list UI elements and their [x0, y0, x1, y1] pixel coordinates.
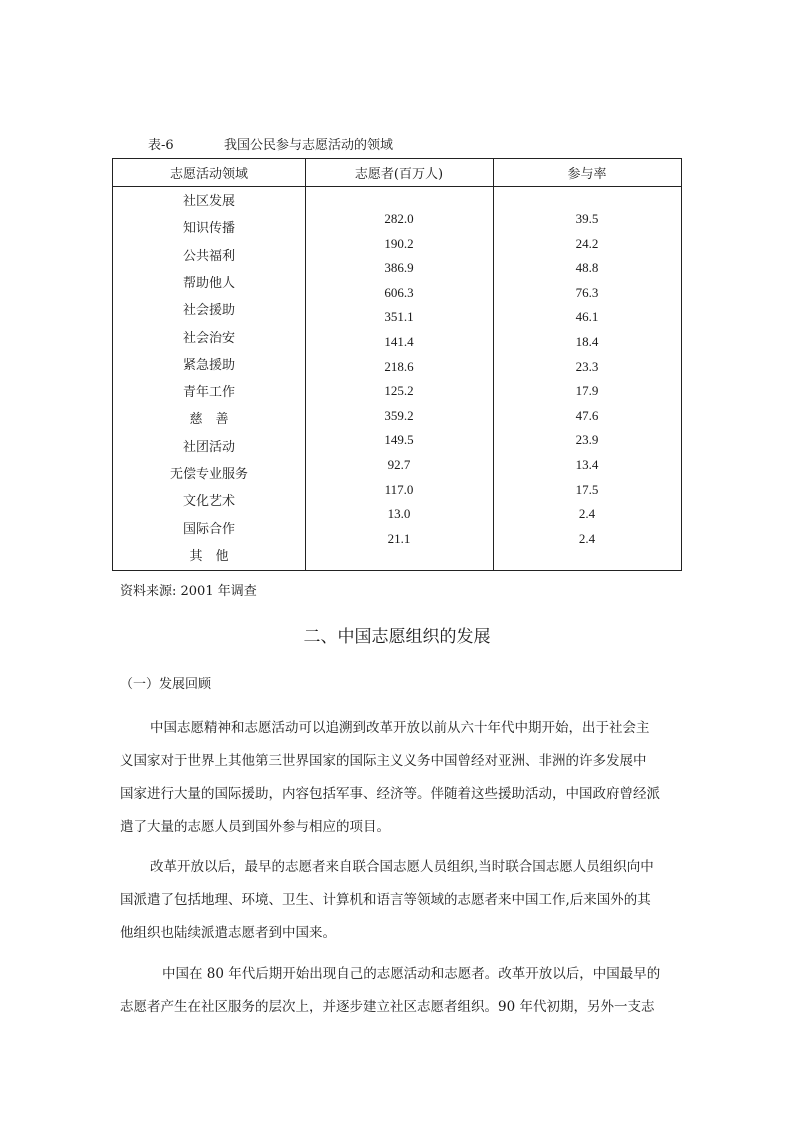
domain-column	[113, 159, 305, 570]
paragraph-line: 国家进行大量的国际援助，内容包括军事、经济等。伴随着这些援助活动，中国政府曾经派	[120, 786, 660, 802]
paragraph-line: 国派遣了包括地理、环境、卫生、计算机和语言等领域的志愿者来中国工作,后来国外的其	[120, 892, 651, 908]
volunteers-cell: 149.5	[384, 432, 414, 448]
volunteers-cell: 351.1	[384, 309, 414, 325]
paragraph-line: 他组织也陆续派遣志愿者到中国来。	[120, 925, 336, 941]
rate-cell: 76.3	[575, 284, 599, 300]
volunteer-domain-table	[112, 158, 682, 571]
paragraph-line: 义国家对于世界上其他第三世界国家的国际主义义务中国曾经对亚洲、非洲的许多发展中	[120, 753, 647, 769]
domain-cell: 国际合作	[182, 521, 235, 537]
rate-cell: 24.2	[575, 235, 599, 251]
volunteers-cell: 386.9	[384, 260, 414, 276]
domain-cell: 其 他	[189, 548, 229, 564]
paragraph-line: 志愿者产生在社区服务的层次上，并逐步建立社区志愿者组织。90 年代初期，另外一支志	[120, 999, 655, 1015]
volunteers-cell: 117.0	[384, 481, 414, 497]
rate-cell: 39.5	[575, 211, 599, 226]
domain-cell: 紧急援助	[182, 357, 235, 373]
table-source-note: 资料来源: 2001 年调查	[120, 584, 257, 599]
table-caption	[148, 134, 394, 153]
domain-cell: 社会援助	[182, 303, 235, 319]
paragraph-line: 中国在 80 年代后期开始出现自己的志愿活动和志愿者。改革开放以后，中国最早的	[162, 966, 661, 982]
domain-cell: 无偿专业服务	[169, 467, 248, 482]
volunteers-cell: 125.2	[384, 383, 414, 399]
rate-cell: 48.8	[575, 260, 599, 276]
rate-cell: 46.1	[575, 309, 599, 325]
domain-cell: 社团活动	[182, 439, 235, 455]
rate-column	[493, 159, 681, 570]
domain-cell: 社会治安	[182, 330, 235, 346]
domain-cell: 知识传播	[182, 221, 235, 237]
volunteers-cell: 606.3	[384, 284, 414, 300]
subsection-title: （一）发展回顾	[120, 677, 212, 692]
paragraph-line: 改革开放以后，最早的志愿者来自联合国志愿人员组织,当时联合国志愿人员组织向中	[150, 859, 654, 875]
rate-cell: 13.4	[575, 457, 599, 472]
domain-cell: 帮助他人	[182, 275, 235, 291]
domain-cell: 公共福利	[182, 248, 235, 264]
table-title: 我国公民参与志愿活动的领域	[224, 138, 394, 153]
rate-cell: 2.4	[578, 506, 596, 522]
domain-cell: 青年工作	[182, 385, 235, 401]
paragraph-line: 中国志愿精神和志愿活动可以追溯到改革开放以前从六十年代中期开始，出于社会主	[150, 720, 650, 736]
volunteers-cell: 218.6	[384, 358, 414, 374]
header-volunteers: 志愿者(百万人)	[354, 167, 444, 182]
rate-cell: 23.9	[575, 432, 599, 448]
section-title: 二、中国志愿组织的发展	[303, 627, 491, 647]
volunteers-cell: 92.7	[387, 457, 411, 472]
rate-cell: 17.5	[575, 481, 599, 497]
rate-cell: 17.9	[575, 383, 599, 399]
rate-cell: 2.4	[578, 530, 596, 546]
volunteers-cell: 21.1	[387, 530, 411, 546]
table-label: 表-6	[148, 138, 174, 153]
volunteers-cell: 13.0	[387, 506, 411, 522]
volunteers-cell: 282.0	[384, 211, 414, 226]
domain-cell: 慈 善	[189, 412, 229, 428]
rate-cell: 23.3	[575, 358, 599, 374]
header-domain: 志愿活动领域	[169, 167, 248, 182]
domain-cell: 社区发展	[182, 194, 235, 209]
volunteers-column	[305, 159, 493, 570]
header-rate: 参与率	[567, 167, 607, 182]
paragraph-line: 遣了大量的志愿人员到国外参与相应的项目。	[120, 819, 390, 835]
rate-cell: 47.6	[575, 407, 599, 423]
rate-cell: 18.4	[575, 334, 599, 349]
volunteers-cell: 141.4	[384, 334, 414, 349]
domain-cell: 文化艺术	[182, 494, 235, 510]
volunteers-cell: 190.2	[384, 235, 414, 251]
volunteers-cell: 359.2	[384, 407, 414, 423]
